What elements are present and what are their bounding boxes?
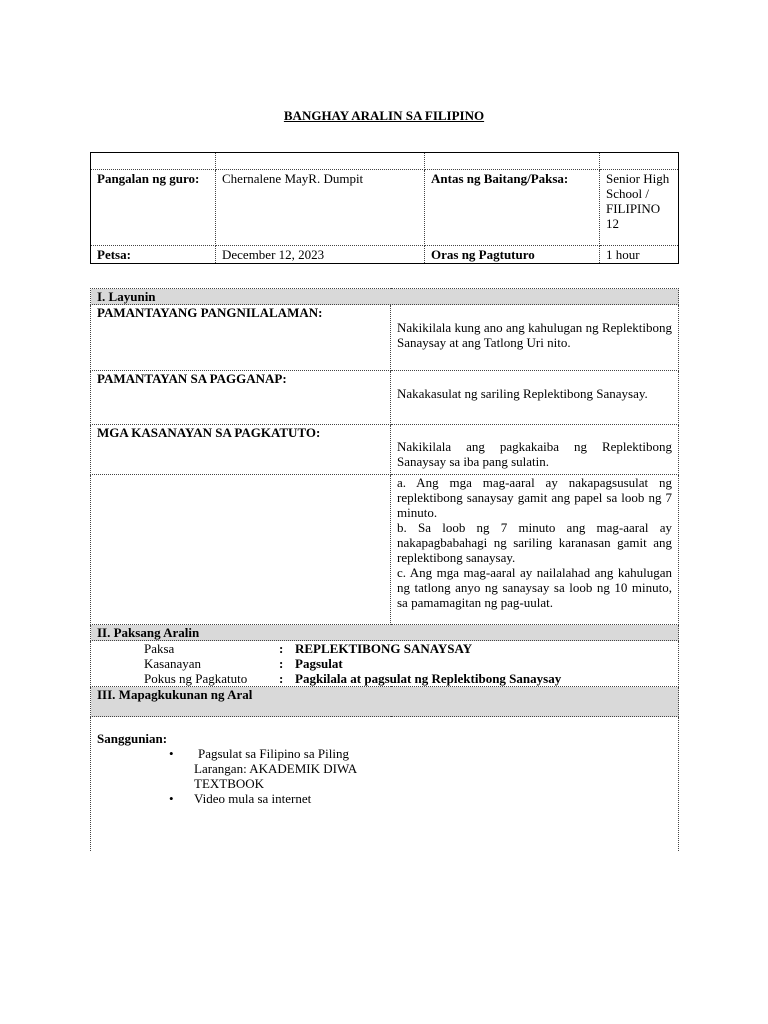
date-row (91, 246, 679, 264)
mapagkukunan-heading: III. Mapagkukunan ng Aral (91, 687, 679, 717)
layunin-heading: I. Layunin (91, 289, 679, 305)
sanggunian-cell (91, 717, 679, 852)
date-value: December 12, 2023 (216, 246, 425, 264)
pokus-key: Pokus ng Pagkatuto (144, 671, 248, 686)
pokus-value: Pagkilala at pagsulat ng Replektibong Sanaysay (295, 671, 562, 686)
document-title: BANGHAY ARALIN SA FILIPINO (283, 108, 485, 123)
pamantayang-value: Nakikilala kung ano ang kahulugan ng Replektibong Sanaysay at ang Tatlong Uri nito. (391, 305, 679, 371)
header-info-table (90, 152, 679, 264)
sanggunian-label: Sanggunian: (97, 731, 168, 746)
reference-1-line3: TEXTBOOK (194, 776, 265, 791)
mapagkukunan-section-row (91, 687, 679, 717)
paksang-details-row (91, 641, 679, 687)
paksa-sep: : (279, 641, 284, 656)
kasanayan-key: Kasanayan (144, 656, 202, 671)
objectives-cell (391, 475, 679, 625)
pagganap-value: Nakakasulat ng sariling Replektibong Sanaysay. (391, 371, 679, 425)
sanggunian-row (91, 717, 679, 852)
reference-list (97, 746, 672, 761)
paksa-line (97, 641, 672, 656)
kasanayan-value-text: Pagsulat (295, 656, 343, 671)
grade-label: Antas ng Baitang/Paksa: (425, 170, 600, 246)
pamantayang-label: PAMANTAYANG PANGNILALAMAN: (91, 305, 391, 371)
paksang-section-row (91, 625, 679, 641)
time-label: Oras ng Pagtuturo (425, 246, 600, 264)
pagganap-label: PAMANTAYAN SA PAGGANAP: (91, 371, 391, 425)
bullet-icon: • (169, 746, 174, 761)
kasanayan-sep: : (279, 656, 284, 671)
kasanayan-line (97, 656, 672, 671)
teacher-label: Pangalan ng guro: (91, 170, 216, 246)
kasanayan-value: Nakikilala ang pagkakaiba ng Replektibong Sanaysay sa iba pang sulatin. (391, 425, 679, 475)
bullet-icon: • (169, 791, 174, 806)
header-blank-row (91, 153, 679, 170)
grade-value: Senior High School / FILIPINO 12 (600, 170, 679, 246)
paksang-details-cell (91, 641, 679, 687)
objectives-row (91, 475, 679, 625)
reference-item (97, 791, 672, 806)
time-value: 1 hour (600, 246, 679, 264)
reference-1-line1: Pagsulat sa Filipino sa Piling (198, 746, 349, 761)
objective-c: c. Ang mga mag-aaral ay nailalahad ang kahulugan ng tatlong anyo ng sanaysay sa loob ng 10 minuto, sa pamamagitan ng pag-uulat. (397, 565, 673, 610)
reference-2: Video mula sa internet (194, 791, 312, 806)
pokus-line (97, 671, 672, 686)
pagganap-row (91, 371, 679, 425)
lesson-plan-table (90, 288, 679, 851)
pokus-sep: : (279, 671, 284, 686)
pamantayang-row (91, 305, 679, 371)
paksang-heading: II. Paksang Aralin (91, 625, 679, 641)
date-label: Petsa: (91, 246, 216, 264)
paksa-value: REPLEKTIBONG SANAYSAY (295, 641, 473, 656)
objective-a: a. Ang mga mag-aaral ay nakapagsusulat ng replektibong sanaysay gamit ang papel sa loob ng 7 minuto. (397, 475, 673, 520)
teacher-value: Chernalene MayR. Dumpit (216, 170, 425, 246)
reference-list-2 (97, 791, 672, 806)
teacher-row (91, 170, 679, 246)
paksa-key: Paksa (144, 641, 175, 656)
layunin-section-row (91, 289, 679, 305)
kasanayan-label: MGA KASANAYAN SA PAGKATUTO: (91, 425, 391, 475)
reference-item (97, 746, 672, 761)
objective-b: b. Sa loob ng 7 minuto ang mag-aaral ay nakapagbabahagi ng sariling karanasan gamit ang replektibong sanaysay. (397, 520, 673, 565)
objectives-empty-cell (91, 475, 391, 625)
reference-1-line2: Larangan: AKADEMIK DIWA (194, 761, 358, 776)
kasanayan-row (91, 425, 679, 475)
